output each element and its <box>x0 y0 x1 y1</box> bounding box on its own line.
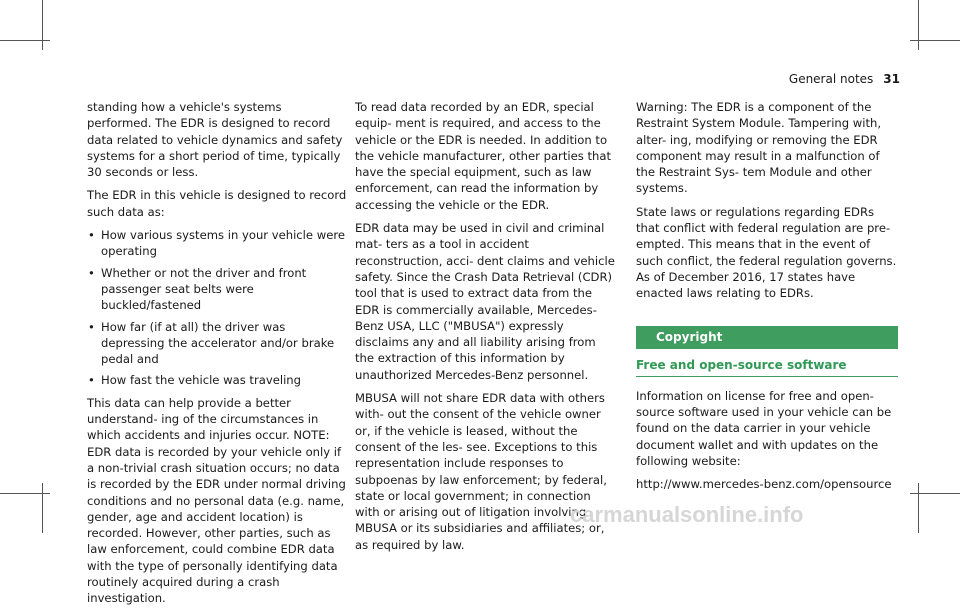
column-3 <box>636 99 898 500</box>
paragraph: Information on license for free and open-source software used in your vehicle can be found on the data carrier in your vehicle document wallet and with updates on the following website: <box>636 388 892 469</box>
page-number: 31 <box>883 72 900 86</box>
bullet-list <box>87 227 349 389</box>
paragraph: EDR data may be used in civil and criminal mat- ters as a tool in accident reconstruction, acci- dent claims and vehicle safety. Since the Crash Data Retrieval (CDR) tool that is used to extract data from the EDR is commercially available, Mercedes-Benz USA, LLC ("MBUSA") expressly disclaims any and all liability arising from the extraction of this information by unauthorized Mercedes-Benz personnel. <box>355 221 615 382</box>
paragraph: This data can help provide a better understand- ing of the circumstances in which accidents and injuries occur. NOTE: EDR data is recorded by your vehicle only if a non-trivial crash situation occurs; no data is recorded by the EDR under normal driving conditions and no personal data (e.g. name, gender, age and accident location) is recorded. However, other parties, such as law enforcement, could combine EDR data with the type of personally identifying data routinely acquired during a crash investigation. <box>87 395 346 606</box>
crop-mark <box>42 0 43 50</box>
paragraph: State laws or regulations regarding EDRs that conflict with federal regulation are pre-empted. This means that in the event of such conflict, the federal regulation governs. As of December 2016, 17 states have enacted laws relating to EDRs. <box>636 204 897 301</box>
list-item: • Whether or not the driver and front passenger seat belts were buckled/fastened <box>87 265 349 314</box>
paragraph: The EDR in this vehicle is designed to record such data as: <box>87 188 347 219</box>
list-item: • How various systems in your vehicle were operating <box>87 227 349 260</box>
copyright-heading: Copyright <box>636 326 898 349</box>
paragraph: standing how a vehicle's systems performed. The EDR is designed to record data related to vehicle dynamics and safety systems for a short period of time, typically 30 seconds or less. <box>87 100 343 180</box>
crop-mark <box>918 0 919 50</box>
website-link[interactable]: http://www.mercedes-benz.com/opensource <box>636 477 892 492</box>
list-item: • How fast the vehicle was traveling <box>87 372 349 388</box>
watermark-logo: carmanualsonline.info <box>570 502 804 527</box>
list-item: • How far (if at all) the driver was depressing the accelerator and/or brake pedal and <box>87 319 349 368</box>
column-2 <box>355 99 617 560</box>
crop-mark <box>42 483 43 533</box>
section-title: General notes <box>788 72 874 86</box>
crop-mark <box>918 483 919 533</box>
page-header <box>788 72 900 86</box>
section-subheading: Free and open-source software <box>636 357 898 377</box>
paragraph: MBUSA will not share EDR data with others with- out the consent of the vehicle owner or, if the vehicle is leased, without the consent of the les- see. Exceptions to this representation include responses to subpoenas by law enforcement; by federal, state or local government; in connection with or arising out of litigation involving MBUSA or its subsidiaries and affiliates; or, as required by law. <box>355 391 607 552</box>
column-1 <box>87 99 349 614</box>
paragraph: Warning: The EDR is a component of the Restraint System Module. Tampering with, alter- ing, modifying or removing the EDR component may result in a malfunction of the Restraint Sys- tem Module and other systems. <box>636 100 882 196</box>
paragraph: To read data recorded by an EDR, special equip- ment is required, and access to the vehicle or the EDR is needed. In addition to the vehicle manufacturer, other parties that have the special equipment, such as law enforcement, can read the information by accessing the vehicle or the EDR. <box>355 100 611 212</box>
